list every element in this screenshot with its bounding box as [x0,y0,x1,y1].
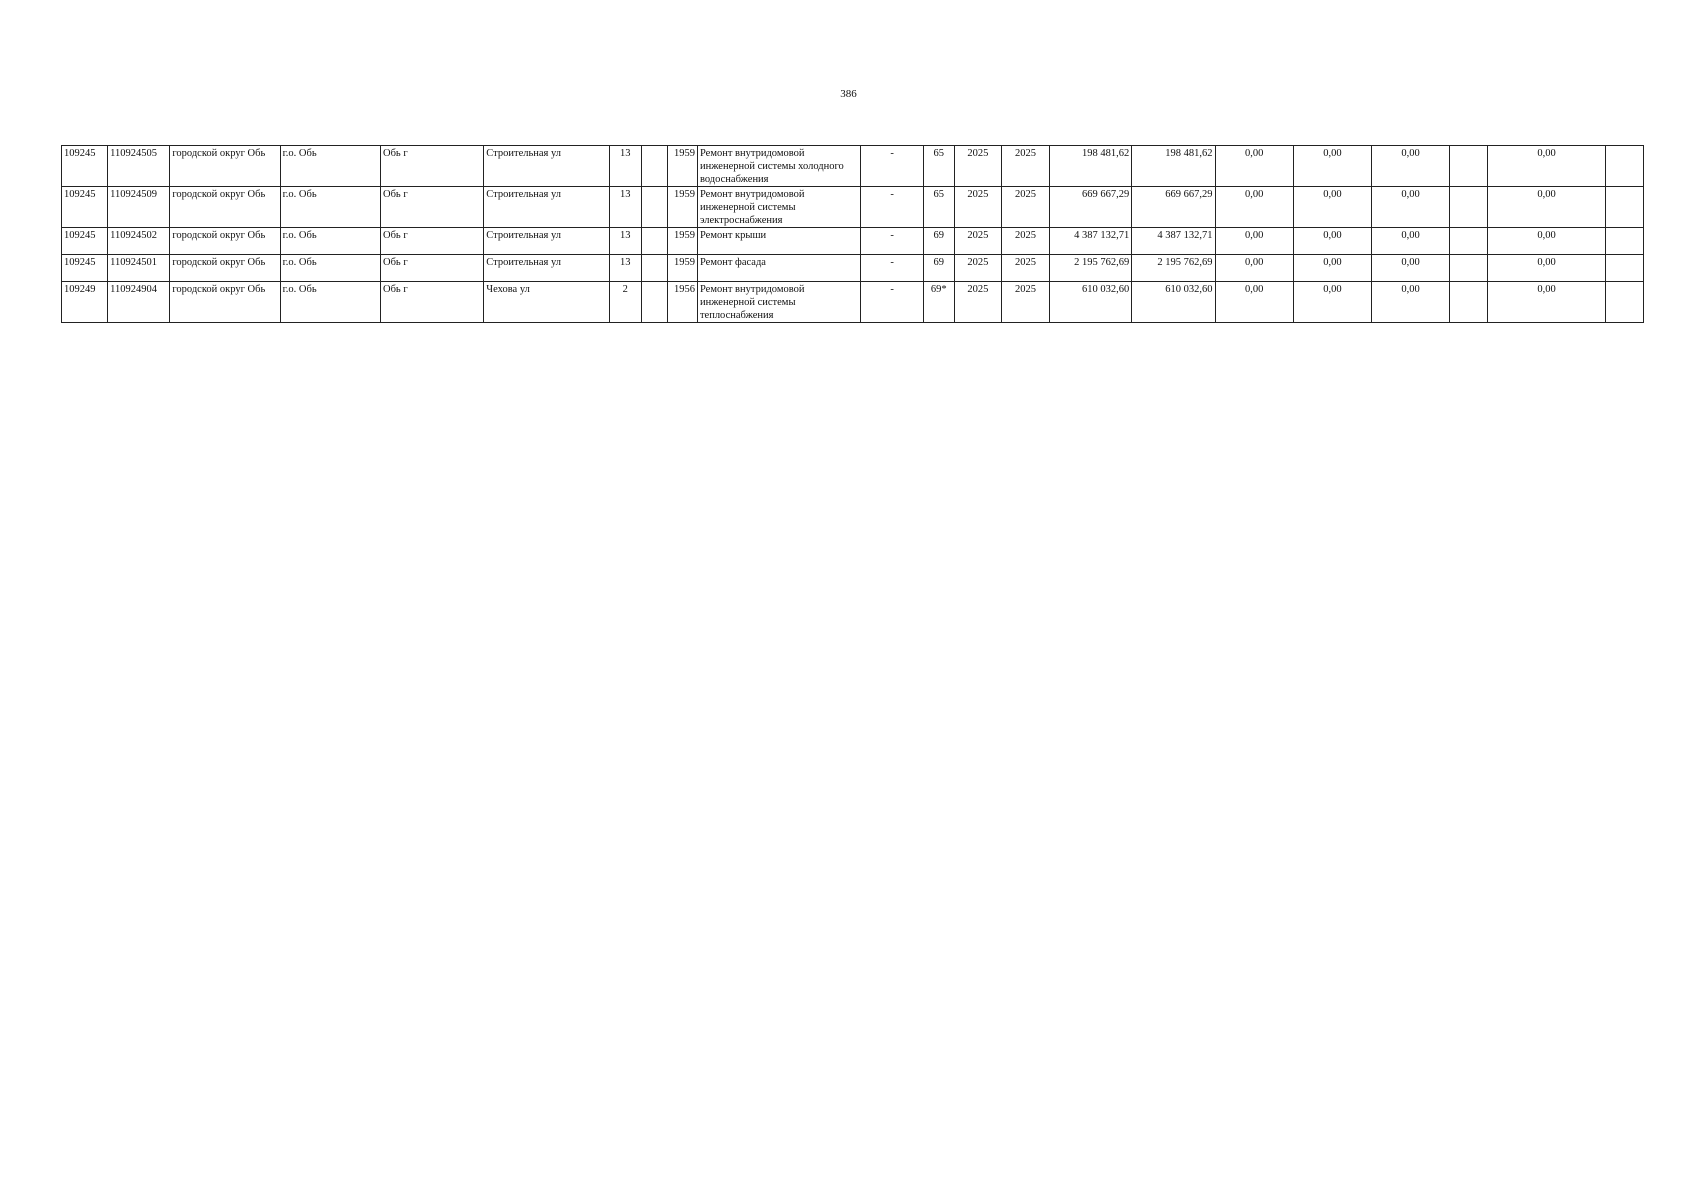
wear-percent-cell: 65 [923,146,954,187]
regional-cost-cell: 0,00 [1293,146,1371,187]
building-cell [641,255,667,282]
settlement-cell: г.о. Обь [280,282,380,323]
street-cell: Чехова ул [484,282,609,323]
work-id-cell: 110924904 [108,282,170,323]
house-number-cell: 13 [609,187,641,228]
note-cell [1605,255,1643,282]
wear-cell: - [861,187,923,228]
note-cell [1605,228,1643,255]
building-cell [641,146,667,187]
total-cost-cell: 4 387 132,71 [1050,228,1132,255]
wear-cell: - [861,255,923,282]
note-cell [1605,187,1643,228]
federal-cost-cell: 0,00 [1215,146,1293,187]
owners-cost-cell: 0,00 [1488,187,1605,228]
federal-cost-cell: 0,00 [1215,187,1293,228]
work-type-cell: Ремонт внутридомовой инженерной системы электроснабжения [697,187,861,228]
local-cost-cell: 0,00 [1372,282,1450,323]
house-id-cell: 109245 [62,187,108,228]
municipality-cell: городской округ Обь [170,187,280,228]
build-year-cell: 1959 [667,146,697,187]
fact-year-cell: 2025 [1001,255,1049,282]
local-cost-cell: 0,00 [1372,228,1450,255]
plan-year-cell: 2025 [954,282,1001,323]
build-year-cell: 1959 [667,255,697,282]
house-id-cell: 109245 [62,146,108,187]
wear-percent-cell: 69 [923,255,954,282]
fact-year-cell: 2025 [1001,146,1049,187]
house-id-cell: 109245 [62,228,108,255]
locality-cell: Обь г [380,228,483,255]
settlement-cell: г.о. Обь [280,187,380,228]
wear-cell: - [861,228,923,255]
federal-cost-cell: 0,00 [1215,228,1293,255]
owners-cost-cell: 0,00 [1488,255,1605,282]
fact-year-cell: 2025 [1001,228,1049,255]
table-row [62,282,1644,323]
municipality-cell: городской округ Обь [170,228,280,255]
municipality-cell: городской округ Обь [170,146,280,187]
total-cost-cell: 198 481,62 [1050,146,1132,187]
empty-cell [1450,146,1488,187]
plan-year-cell: 2025 [954,228,1001,255]
capital-repair-register-table [61,145,1644,323]
locality-cell: Обь г [380,255,483,282]
building-cell [641,282,667,323]
total-cost-cell: 2 195 762,69 [1050,255,1132,282]
page-number: 386 [840,88,857,100]
house-id-cell: 109245 [62,255,108,282]
table-row [62,146,1644,187]
empty-cell [1450,228,1488,255]
fund-cost-cell: 669 667,29 [1132,187,1215,228]
fund-cost-cell: 610 032,60 [1132,282,1215,323]
empty-cell [1450,187,1488,228]
work-id-cell: 110924505 [108,146,170,187]
table-row [62,255,1644,282]
locality-cell: Обь г [380,282,483,323]
work-id-cell: 110924501 [108,255,170,282]
municipality-cell: городской округ Обь [170,255,280,282]
fund-cost-cell: 198 481,62 [1132,146,1215,187]
wear-percent-cell: 69 [923,228,954,255]
wear-cell: - [861,282,923,323]
building-cell [641,187,667,228]
table-row [62,228,1644,255]
work-id-cell: 110924509 [108,187,170,228]
street-cell: Строительная ул [484,187,609,228]
local-cost-cell: 0,00 [1372,187,1450,228]
street-cell: Строительная ул [484,146,609,187]
locality-cell: Обь г [380,146,483,187]
settlement-cell: г.о. Обь [280,146,380,187]
federal-cost-cell: 0,00 [1215,282,1293,323]
building-cell [641,228,667,255]
work-type-cell: Ремонт крыши [697,228,861,255]
fund-cost-cell: 4 387 132,71 [1132,228,1215,255]
regional-cost-cell: 0,00 [1293,282,1371,323]
work-type-cell: Ремонт внутридомовой инженерной системы холодного водоснабжения [697,146,861,187]
house-number-cell: 13 [609,228,641,255]
work-type-cell: Ремонт фасада [697,255,861,282]
fund-cost-cell: 2 195 762,69 [1132,255,1215,282]
fact-year-cell: 2025 [1001,282,1049,323]
fact-year-cell: 2025 [1001,187,1049,228]
house-number-cell: 2 [609,282,641,323]
owners-cost-cell: 0,00 [1488,282,1605,323]
regional-cost-cell: 0,00 [1293,187,1371,228]
wear-percent-cell: 69* [923,282,954,323]
federal-cost-cell: 0,00 [1215,255,1293,282]
empty-cell [1450,255,1488,282]
wear-percent-cell: 65 [923,187,954,228]
build-year-cell: 1959 [667,187,697,228]
house-id-cell: 109249 [62,282,108,323]
total-cost-cell: 610 032,60 [1050,282,1132,323]
plan-year-cell: 2025 [954,187,1001,228]
table-body [62,146,1644,323]
note-cell [1605,146,1643,187]
empty-cell [1450,282,1488,323]
total-cost-cell: 669 667,29 [1050,187,1132,228]
local-cost-cell: 0,00 [1372,255,1450,282]
municipality-cell: городской округ Обь [170,282,280,323]
work-type-cell: Ремонт внутридомовой инженерной системы теплоснабжения [697,282,861,323]
plan-year-cell: 2025 [954,255,1001,282]
street-cell: Строительная ул [484,228,609,255]
house-number-cell: 13 [609,255,641,282]
locality-cell: Обь г [380,187,483,228]
table-row [62,187,1644,228]
note-cell [1605,282,1643,323]
local-cost-cell: 0,00 [1372,146,1450,187]
build-year-cell: 1956 [667,282,697,323]
regional-cost-cell: 0,00 [1293,228,1371,255]
build-year-cell: 1959 [667,228,697,255]
plan-year-cell: 2025 [954,146,1001,187]
settlement-cell: г.о. Обь [280,255,380,282]
regional-cost-cell: 0,00 [1293,255,1371,282]
street-cell: Строительная ул [484,255,609,282]
owners-cost-cell: 0,00 [1488,228,1605,255]
house-number-cell: 13 [609,146,641,187]
owners-cost-cell: 0,00 [1488,146,1605,187]
settlement-cell: г.о. Обь [280,228,380,255]
wear-cell: - [861,146,923,187]
work-id-cell: 110924502 [108,228,170,255]
